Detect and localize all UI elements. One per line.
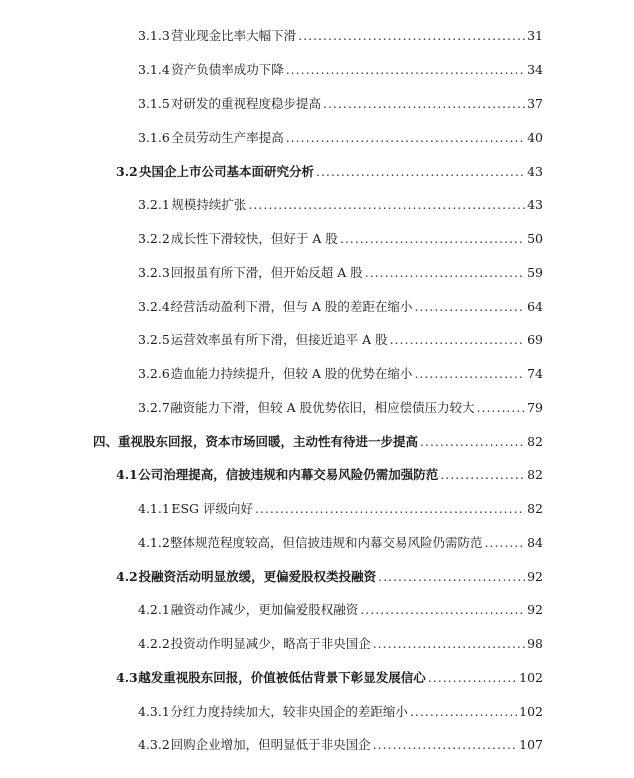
- toc-entry-3-2-2[interactable]: [138, 230, 543, 248]
- toc-entry-number: 四、: [93, 434, 119, 449]
- toc-entry-number: 4.2.1: [138, 602, 170, 617]
- toc-entry-page: 92: [527, 602, 543, 617]
- toc-entry-3-2-7[interactable]: [138, 399, 543, 417]
- toc-entry-title: 全员劳动生产率提高: [171, 130, 284, 145]
- toc-entry-title: 回购企业增加，但明显低于非央国企: [170, 737, 371, 752]
- toc-entry-title: 对研发的重视程度稳步提高: [170, 96, 321, 111]
- toc-entry-page: 64: [527, 299, 543, 314]
- toc-entry-number: 3.2.2: [138, 231, 170, 246]
- toc-dot-leader: [378, 568, 525, 586]
- toc-entry-4-1-2[interactable]: [138, 534, 543, 552]
- toc-dot-leader: [477, 399, 526, 417]
- toc-entry-number: 3.2: [116, 164, 138, 179]
- toc-entry-page: 92: [527, 569, 543, 584]
- toc-entry-page: 74: [527, 366, 543, 381]
- toc-entry-4-3-1[interactable]: [138, 703, 543, 721]
- toc-entry-3-2-5[interactable]: [138, 331, 543, 349]
- toc-entry-3-1-5[interactable]: [138, 95, 543, 113]
- toc-entry-number: 3.1.6: [138, 130, 170, 145]
- toc-entry-number: 3.2.3: [138, 265, 170, 280]
- toc-entry-4-2-1[interactable]: [138, 601, 543, 619]
- toc-dot-leader: [298, 27, 525, 45]
- toc-entry-page: 43: [527, 164, 543, 179]
- toc-dot-leader: [390, 331, 526, 349]
- toc-entry-number: 3.1.3: [138, 28, 170, 43]
- toc-entry-number: 3.2.7: [138, 400, 170, 415]
- toc-entry-title: 越发重视股东回报，价值被低估背景下彰显发展信心: [138, 670, 426, 685]
- toc-dot-leader: [286, 129, 525, 147]
- toc-dot-leader: [360, 601, 525, 619]
- toc-entry-3-2[interactable]: [116, 163, 543, 181]
- toc-dot-leader: [286, 61, 525, 79]
- toc-dot-leader: [414, 365, 525, 383]
- toc-entry-page: 79: [527, 400, 543, 415]
- toc-entry-3-1-6[interactable]: [138, 129, 543, 147]
- toc-entry-number: 3.2.6: [138, 366, 170, 381]
- toc-dot-leader: [248, 196, 525, 214]
- toc-dot-leader: [323, 95, 525, 113]
- toc-entry-chapter-4[interactable]: [93, 433, 543, 451]
- toc-entry-title: 经营活动盈利下滑，但与 A 股的差距在缩小: [170, 299, 413, 314]
- toc-entry-number: 4.3.2: [138, 737, 170, 752]
- toc-entry-3-1-4[interactable]: [138, 61, 543, 79]
- toc-entry-title: 公司治理提高，信披违规和内幕交易风险仍需加强防范: [138, 467, 439, 482]
- toc-entry-number: 4.1.1: [138, 501, 170, 516]
- toc-entry-number: 4.1.2: [138, 535, 170, 550]
- toc-dot-leader: [440, 466, 525, 484]
- toc-entry-number: 4.3.1: [138, 704, 170, 719]
- toc-entry-page: 82: [527, 501, 543, 516]
- toc-entry-page: 37: [527, 96, 543, 111]
- toc-entry-title: 回报虽有所下滑，但开始反超 A 股: [170, 265, 363, 280]
- toc-entry-title: 营业现金比率大幅下滑: [171, 28, 297, 43]
- toc-entry-title: 投融资活动明显放缓，更偏爱股权类投融资: [138, 569, 377, 584]
- toc-entry-title: 分红力度持续加大，较非央国企的差距缩小: [170, 704, 408, 719]
- toc-entry-page: 34: [527, 62, 543, 77]
- toc-entry-4-1[interactable]: [116, 466, 543, 484]
- toc-entry-4-2-2[interactable]: [138, 635, 543, 653]
- toc-entry-page: 43: [527, 197, 543, 212]
- toc-entry-title: 投资动作明显减少，略高于非央国企: [170, 636, 371, 651]
- toc-entry-title: 融资能力下滑，但较 A 股优势依旧，相应偿债压力较大: [170, 400, 475, 415]
- toc-entry-title: ESG 评级向好: [171, 501, 254, 516]
- toc-dot-leader: [414, 298, 525, 316]
- toc-entry-3-2-1[interactable]: [138, 196, 543, 214]
- toc-entry-title: 央国企上市公司基本面研究分析: [138, 164, 314, 179]
- toc-entry-3-2-3[interactable]: [138, 264, 543, 282]
- toc-entry-page: 31: [527, 28, 543, 43]
- toc-entry-page: 50: [527, 231, 543, 246]
- toc-entry-3-2-6[interactable]: [138, 365, 543, 383]
- toc-entry-number: 3.2.5: [138, 332, 170, 347]
- toc-entry-page: 82: [527, 467, 543, 482]
- toc-dot-leader: [373, 736, 517, 754]
- toc-entry-title: 运营效率虽有所下滑，但接近追平 A 股: [170, 332, 388, 347]
- toc-entry-title: 造血能力持续提升，但较 A 股的优势在缩小: [170, 366, 413, 381]
- toc-entry-page: 107: [519, 737, 543, 752]
- toc-entry-page: 102: [519, 704, 543, 719]
- toc-entry-number: 3.2.4: [138, 299, 170, 314]
- toc-entry-number: 4.2: [116, 569, 138, 584]
- toc-entry-title: 成长性下滑较快，但好于 A 股: [170, 231, 338, 246]
- toc-entry-title: 重视股东回报，资本市场回暖，主动性有待进一步提高: [118, 434, 419, 449]
- toc-entry-3-2-4[interactable]: [138, 298, 543, 316]
- toc-dot-leader: [420, 433, 525, 451]
- toc-entry-number: 3.1.4: [138, 62, 170, 77]
- toc-entry-page: 59: [527, 265, 543, 280]
- toc-entry-4-3-2[interactable]: [138, 736, 543, 754]
- toc-dot-leader: [340, 230, 525, 248]
- toc-entry-title: 融资动作减少，更加偏爱股权融资: [170, 602, 359, 617]
- toc-dot-leader: [410, 703, 517, 721]
- toc-entry-number: 3.2.1: [138, 197, 170, 212]
- toc-entry-page: 69: [527, 332, 543, 347]
- toc-entry-number: 4.3: [116, 670, 138, 685]
- toc-entry-number: 4.2.2: [138, 636, 170, 651]
- toc-entry-title: 资产负债率成功下降: [171, 62, 284, 77]
- toc-entry-page: 40: [527, 130, 543, 145]
- toc-dot-leader: [373, 635, 525, 653]
- toc-entry-4-1-1[interactable]: [138, 500, 543, 518]
- toc-dot-leader: [428, 669, 517, 687]
- toc-entry-number: 4.1: [116, 467, 138, 482]
- toc-dot-leader: [485, 534, 526, 552]
- toc-entry-3-1-3[interactable]: [138, 27, 543, 45]
- toc-entry-page: 98: [527, 636, 543, 651]
- toc-entry-4-2[interactable]: [116, 568, 543, 586]
- toc-entry-page: 84: [527, 535, 543, 550]
- toc-dot-leader: [255, 500, 525, 518]
- toc-dot-leader: [316, 163, 525, 181]
- toc-entry-4-3[interactable]: [116, 669, 543, 687]
- toc-entry-page: 102: [519, 670, 543, 685]
- toc-entry-title: 整体规范程度较高，但信披违规和内幕交易风险仍需防范: [170, 535, 483, 550]
- toc-entry-page: 82: [527, 434, 543, 449]
- toc-dot-leader: [365, 264, 525, 282]
- toc-entry-title: 规模持续扩张: [171, 197, 247, 212]
- toc-entry-number: 3.1.5: [138, 96, 170, 111]
